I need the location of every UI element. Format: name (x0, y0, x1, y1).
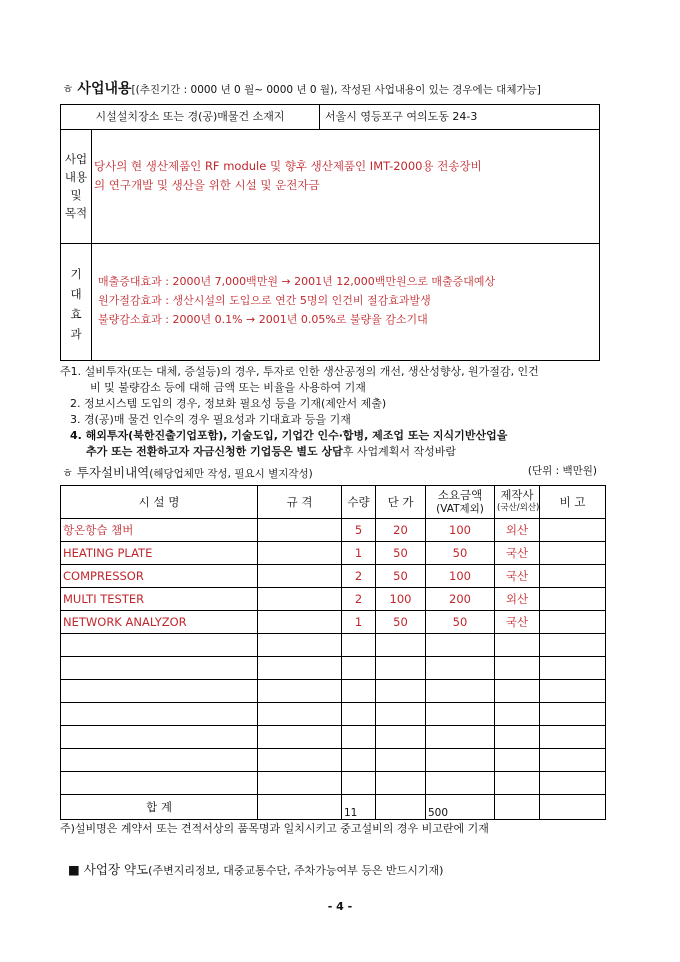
cell-maker: 외산 (495, 519, 540, 542)
effects-label-char: 과 (70, 327, 82, 341)
cell-empty (426, 772, 495, 795)
table-row-empty (61, 657, 606, 680)
cell-amount: 50 (426, 542, 495, 565)
section-note: (주변지리정보, 대중교통수단, 주차가능여부 등은 반드시기재) (148, 864, 444, 877)
table-row-empty (61, 703, 606, 726)
cell-maker: 외산 (495, 588, 540, 611)
note-bold-part: 추가 또는 전환하고자 자금신청한 기업등은 별도 상담 (86, 445, 343, 458)
note-line (60, 444, 605, 460)
cell-empty (61, 634, 258, 657)
cell-spec (258, 542, 342, 565)
table-row (61, 565, 606, 588)
cell-maker: 국산 (495, 565, 540, 588)
bullet-icon: ㅎ (62, 82, 74, 96)
cell-qty: 1 (342, 611, 376, 634)
cell-name: COMPRESSOR (61, 565, 258, 588)
cell-empty (258, 703, 342, 726)
cell-name: HEATING PLATE (61, 542, 258, 565)
cell-empty (426, 703, 495, 726)
cell-empty (61, 680, 258, 703)
col-header-spec: 규 격 (258, 486, 342, 519)
effects-label-char: 기 (70, 267, 82, 281)
cell-empty (376, 680, 426, 703)
cell-price: 50 (376, 611, 426, 634)
total-maker (495, 795, 540, 820)
cell-note (540, 542, 606, 565)
cell-empty (540, 772, 606, 795)
cell-empty (342, 726, 376, 749)
square-bullet-icon: ■ (68, 862, 80, 877)
cell-amount: 50 (426, 611, 495, 634)
cell-empty (540, 703, 606, 726)
cell-price: 50 (376, 565, 426, 588)
cell-empty (61, 726, 258, 749)
cell-empty (540, 726, 606, 749)
cell-empty (342, 657, 376, 680)
cell-maker: 국산 (495, 611, 540, 634)
cell-empty (426, 726, 495, 749)
col-header-name: 시 설 명 (61, 486, 258, 519)
cell-empty (258, 634, 342, 657)
cell-name: MULTI TESTER (61, 588, 258, 611)
purpose-label-line: 내용 (64, 170, 88, 184)
effect-line: 불량감소효과 : 2000년 0.1% → 2001년 0.05%로 불량율 감소기대 (98, 313, 428, 326)
section-title: 투자설비내역 (76, 465, 150, 480)
col-header-price: 단 가 (376, 486, 426, 519)
table-body (61, 519, 606, 795)
note-rest-part: 후 사업계획서 작성바람 (342, 445, 457, 458)
col-header-qty: 수량 (342, 486, 376, 519)
table-row (61, 611, 606, 634)
purpose-content (91, 130, 599, 244)
cell-empty (495, 703, 540, 726)
cell-empty (495, 772, 540, 795)
cell-empty (342, 749, 376, 772)
cell-empty (61, 772, 258, 795)
purpose-label-line: 사업 (64, 152, 88, 166)
note-line: 비 및 불량감소 등에 대해 금액 또는 비율을 사용하여 기재 (90, 381, 366, 394)
total-qty: 11 (342, 795, 376, 820)
section-title: 사업내용 (77, 81, 132, 97)
cell-empty (495, 749, 540, 772)
cell-empty (426, 634, 495, 657)
cell-empty (61, 749, 258, 772)
cell-empty (540, 634, 606, 657)
cell-empty (495, 726, 540, 749)
cell-name: NETWORK ANALYZOR (61, 611, 258, 634)
cell-empty (342, 703, 376, 726)
section-heading-map (68, 860, 443, 878)
effects-label-char: 대 (70, 287, 82, 301)
table-row (61, 542, 606, 565)
cell-empty (540, 657, 606, 680)
cell-amount: 100 (426, 565, 495, 588)
table-footnote: 주)설비명은 계약서 또는 견적서상의 품목명과 일치시키고 중고설비의 경우 비고란에 기재 (60, 822, 489, 835)
cell-empty (540, 680, 606, 703)
cell-empty (342, 680, 376, 703)
location-value: 서울시 영등포구 여의도동 24-3 (325, 110, 478, 123)
effect-line: 원가절감효과 : 생산시설의 도입으로 연간 5명의 인건비 절감효과발생 (98, 294, 431, 307)
cell-qty: 2 (342, 588, 376, 611)
cell-amount: 100 (426, 519, 495, 542)
total-price (376, 795, 426, 820)
effects-label (61, 244, 92, 360)
cell-empty (426, 749, 495, 772)
cell-empty (376, 657, 426, 680)
cell-empty (258, 680, 342, 703)
section-note: [(추진기간 : 0000 년 0 월~ 0000 년 0 월), 작성된 사업내용이 있는 경우에는 대체가능] (131, 84, 541, 96)
note-line: 3. 경(공)매 물건 인수의 경우 필요성과 기대효과 등을 기재 (70, 413, 351, 426)
notes-block (60, 364, 605, 460)
table-row-empty (61, 634, 606, 657)
cell-empty (342, 634, 376, 657)
col-header-maker-l2: (국산/외산) (497, 503, 540, 513)
cell-qty: 2 (342, 565, 376, 588)
section-title: 사업장 약도 (83, 862, 149, 877)
section-note: (해당업체만 작성, 필요시 별지작성) (149, 468, 313, 480)
cell-empty (495, 634, 540, 657)
cell-name: 항온항습 챔버 (61, 519, 258, 542)
table-header-row (61, 486, 606, 519)
col-header-maker-l1: 제작사 (500, 488, 534, 502)
purpose-text-line: 의 연구개발 및 생산을 위한 시설 및 운전자금 (94, 178, 320, 192)
bullet-icon: ㅎ (62, 466, 74, 480)
cell-empty (258, 749, 342, 772)
table-row (61, 588, 606, 611)
cell-empty (426, 657, 495, 680)
purpose-label-line: 및 (70, 188, 82, 202)
business-content-table (60, 104, 600, 361)
col-header-maker (495, 486, 540, 519)
location-label: 시설설치장소 또는 경(공)매물건 소재지 (61, 105, 320, 129)
col-header-amount-l2: (VAT제외) (436, 503, 484, 515)
note-line: 2. 정보시스템 도입의 경우, 정보화 필요성 등을 기재(제안서 제출) (70, 397, 387, 410)
cell-amount: 200 (426, 588, 495, 611)
cell-empty (376, 634, 426, 657)
cell-spec (258, 588, 342, 611)
purpose-label-line: 목적 (64, 206, 88, 220)
cell-note (540, 519, 606, 542)
cell-price: 100 (376, 588, 426, 611)
cell-empty (61, 703, 258, 726)
col-header-amount (426, 486, 495, 519)
cell-price: 20 (376, 519, 426, 542)
purpose-label (61, 130, 92, 244)
table-row-empty (61, 726, 606, 749)
table-row-empty (61, 749, 606, 772)
cell-empty (540, 749, 606, 772)
cell-note (540, 565, 606, 588)
location-row (61, 105, 599, 130)
cell-spec (258, 565, 342, 588)
effects-content (91, 244, 599, 360)
cell-price: 50 (376, 542, 426, 565)
col-header-amount-l1: 소요금액 (437, 488, 483, 502)
cell-empty (258, 726, 342, 749)
table-row-empty (61, 680, 606, 703)
effects-label-char: 효 (70, 307, 82, 321)
cell-empty (61, 657, 258, 680)
cell-empty (376, 772, 426, 795)
total-spec (258, 795, 342, 820)
cell-note (540, 588, 606, 611)
unit-label: (단위 : 백만원) (527, 465, 597, 477)
cell-qty: 1 (342, 542, 376, 565)
cell-empty (258, 772, 342, 795)
total-row (61, 795, 606, 820)
col-header-note: 비 고 (540, 486, 606, 519)
investment-table (60, 485, 606, 820)
cell-maker: 국산 (495, 542, 540, 565)
cell-empty (376, 703, 426, 726)
cell-empty (495, 657, 540, 680)
cell-qty: 5 (342, 519, 376, 542)
table-row-empty (61, 772, 606, 795)
section-heading-investment (62, 463, 607, 481)
purpose-text-line: 당사의 현 생산제품인 RF module 및 향후 생산제품인 IMT-2000용 전송장비 (94, 159, 482, 173)
cell-empty (342, 772, 376, 795)
cell-empty (495, 680, 540, 703)
cell-spec (258, 519, 342, 542)
page-number: - 4 - (327, 900, 353, 913)
effect-line: 매출증대효과 : 2000년 7,000백만원 → 2001년 12,000백만원으로 매출증대예상 (98, 275, 496, 288)
section-heading-business (62, 78, 622, 98)
cell-empty (376, 726, 426, 749)
table-row (61, 519, 606, 542)
note-line-bold: 4. 해외투자(북한진출기업포함), 기술도입, 기업간 인수·합병, 제조업 또는 지식기반산업을 (70, 429, 508, 442)
cell-empty (426, 680, 495, 703)
note-line: 주1. 설비투자(또는 대체, 증설등)의 경우, 투자로 인한 생산공정의 개선, 생산성향상, 원가절감, 인건 (60, 365, 539, 378)
total-label: 합 계 (61, 795, 258, 820)
cell-spec (258, 611, 342, 634)
total-amount: 500 (426, 795, 495, 820)
cell-empty (376, 749, 426, 772)
total-note (540, 795, 606, 820)
cell-note (540, 611, 606, 634)
cell-empty (258, 657, 342, 680)
